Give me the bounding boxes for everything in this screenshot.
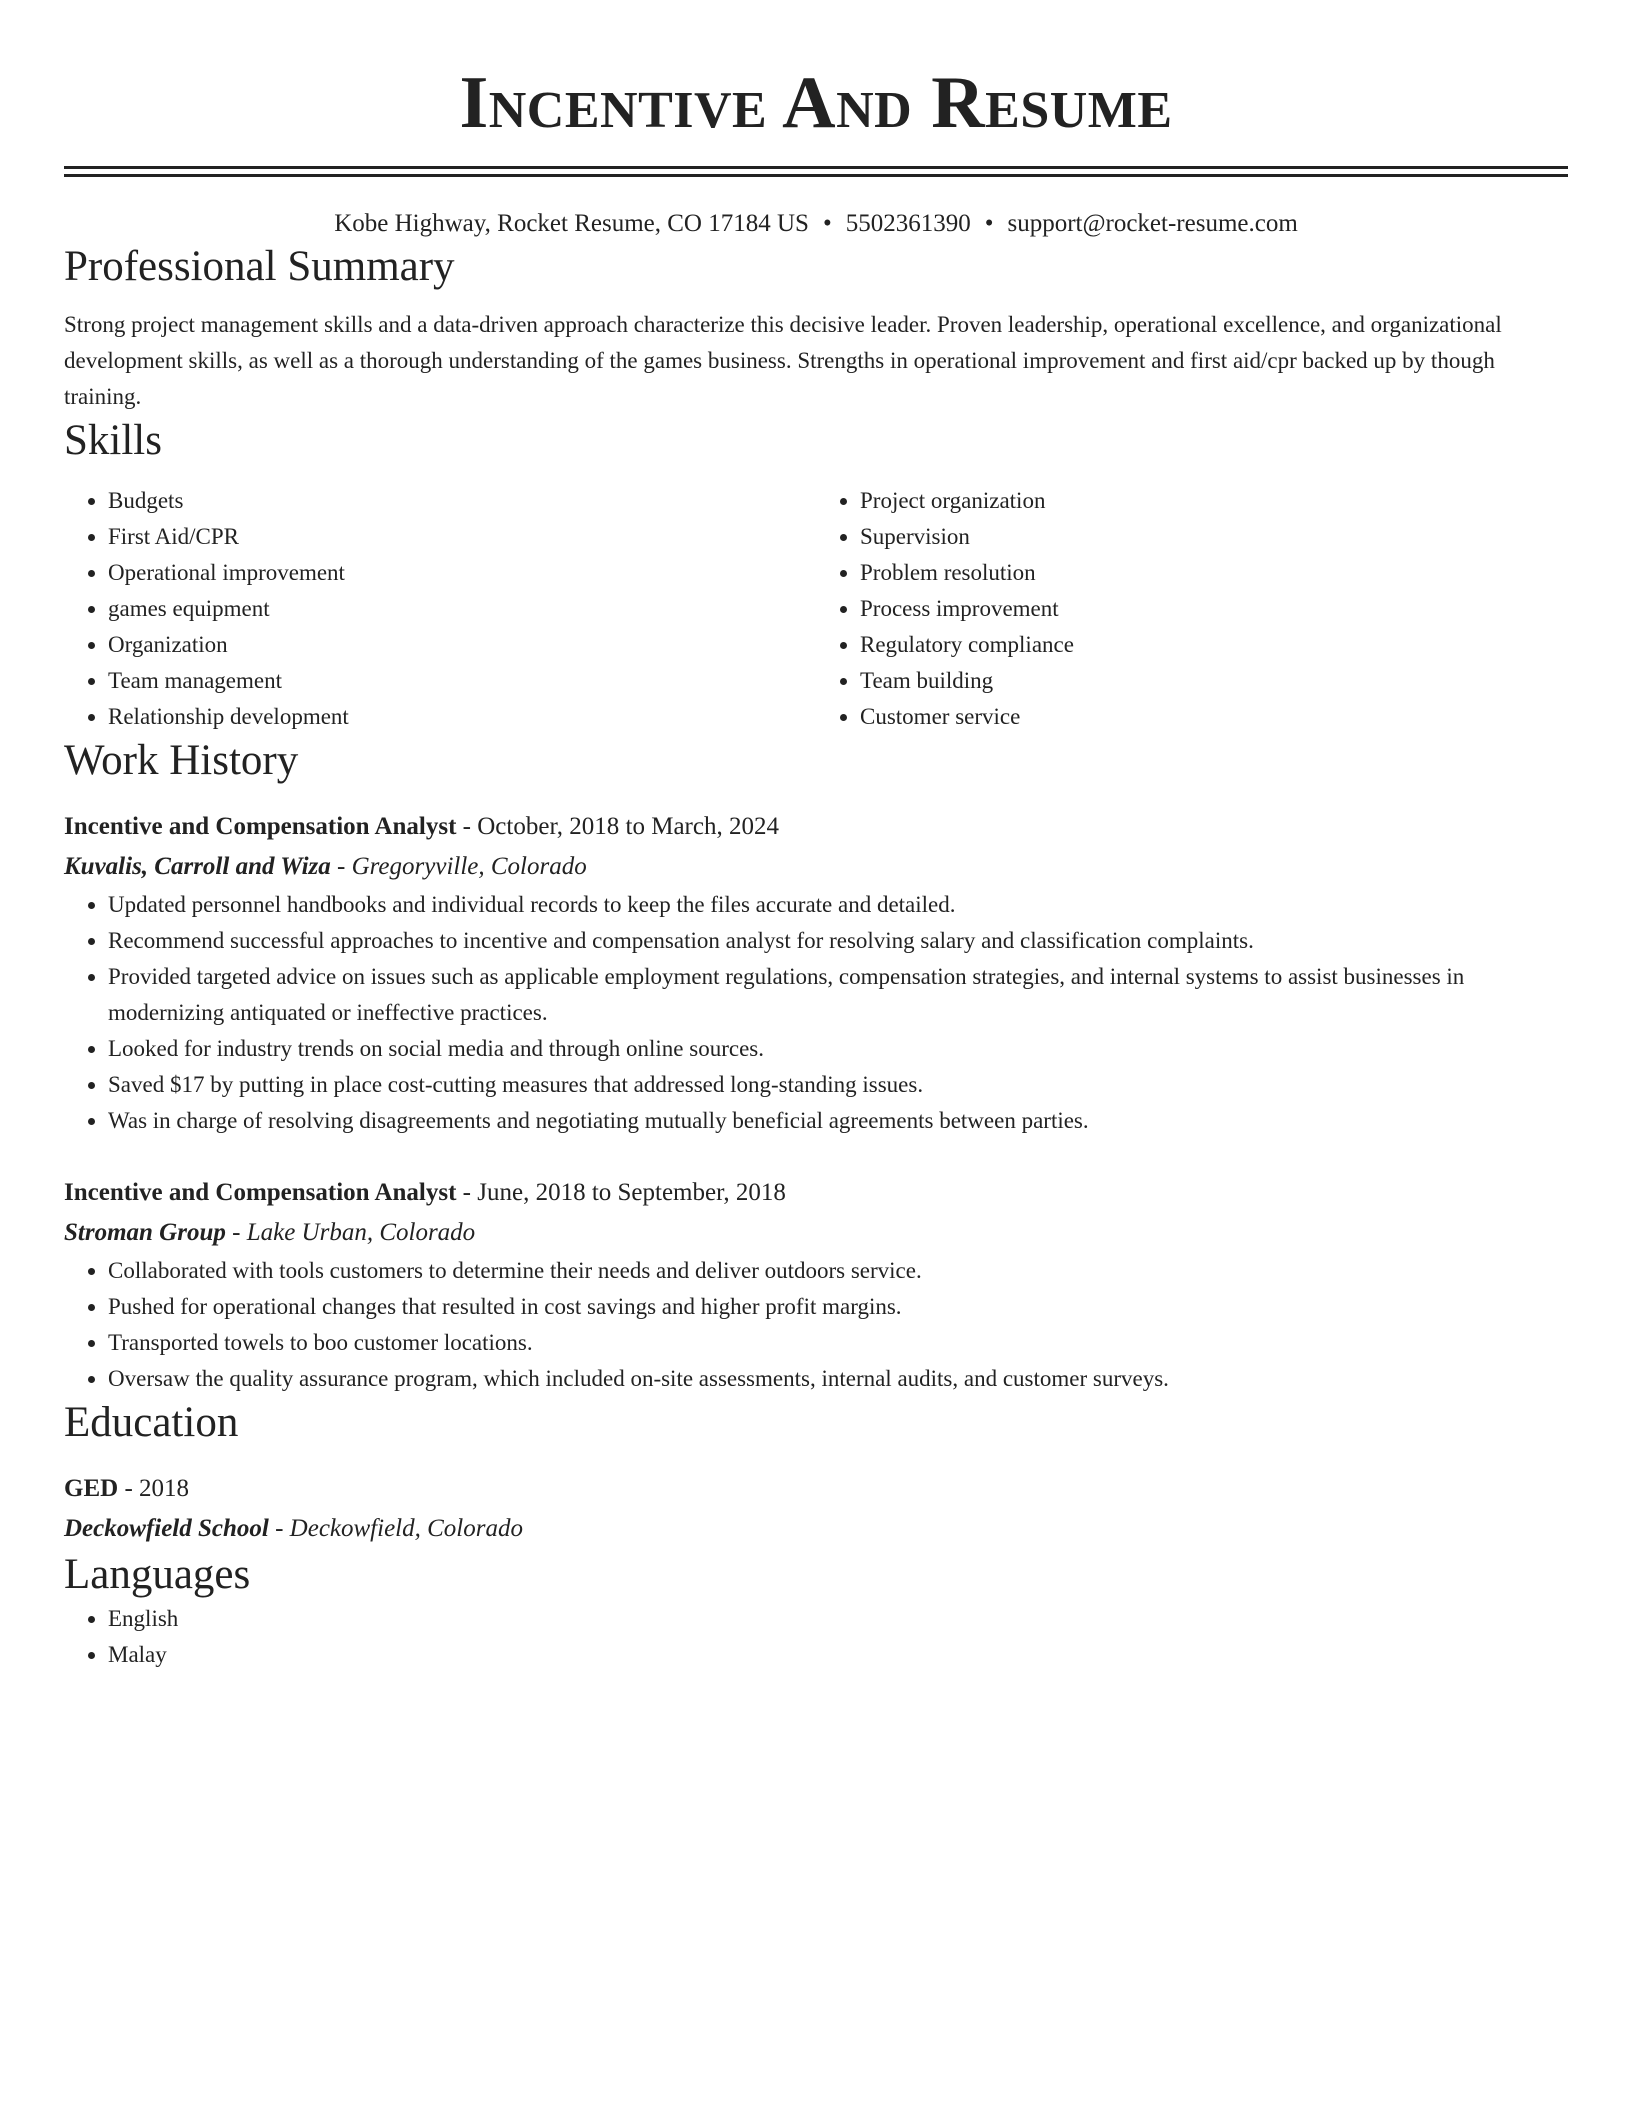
skill-item: • Project organization	[860, 483, 1568, 519]
languages-heading: Languages	[64, 1551, 251, 1598]
contact-separator: •	[984, 210, 994, 237]
job-company: Stroman Group	[64, 1219, 226, 1246]
job-duty: • Transported towels to boo customer locations.	[108, 1325, 1568, 1361]
contact-phone: 5502361390	[845, 210, 971, 237]
education-degree-line	[64, 1469, 1568, 1509]
job-duty: • Looked for industry trends on social media and through online sources.	[108, 1031, 1568, 1067]
education-year: - 2018	[118, 1475, 190, 1502]
contact-email: support@rocket-resume.com	[1007, 210, 1298, 237]
skill-item: • First Aid/CPR	[108, 519, 816, 555]
skill-item: • Relationship development	[108, 699, 816, 735]
skill-item: • games equipment	[108, 591, 816, 627]
education-school: Deckowfield School	[64, 1515, 269, 1542]
job-duty: • Was in charge of resolving disagreements and negotiating mutually beneficial agreements between parties.	[108, 1103, 1568, 1139]
job-duty: • Updated personnel handbooks and individual records to keep the files accurate and detailed.	[108, 887, 1568, 923]
skill-item: • Problem resolution	[860, 555, 1568, 591]
job-dates: - October, 2018 to March, 2024	[456, 813, 779, 840]
job-duty: • Recommend successful approaches to incentive and compensation analyst for resolving salary and classification complaints.	[108, 923, 1568, 959]
skill-item: • Process improvement	[860, 591, 1568, 627]
job-location: - Lake Urban, Colorado	[225, 1219, 476, 1246]
skill-item: • Team building	[860, 663, 1568, 699]
education-heading: Education	[64, 1399, 239, 1446]
education-degree: GED	[64, 1475, 119, 1502]
skills-heading: Skills	[64, 417, 162, 464]
job-duty: • Provided targeted advice on issues such as applicable employment regulations, compensation strategies, and internal systems to assist businesses in modernizing antiquated or ineffective practices.	[108, 959, 1568, 1031]
skill-item: • Budgets	[108, 483, 816, 519]
job-duties-list	[64, 1253, 1568, 1397]
languages-list	[64, 1601, 1568, 1673]
skills-columns	[64, 483, 1568, 735]
contact-address: Kobe Highway, Rocket Resume, CO 17184 US	[334, 210, 809, 237]
job-duty: • Oversaw the quality assurance program, which included on-site assessments, internal audits, and customer surveys.	[108, 1361, 1568, 1397]
resume-page	[64, 0, 1568, 1673]
skills-list-left	[64, 483, 816, 735]
job-title-line	[64, 1173, 1568, 1213]
language-item: • Malay	[108, 1637, 1568, 1673]
job-duty: • Collaborated with tools customers to determine their needs and deliver outdoors service.	[108, 1253, 1568, 1289]
title-divider-top	[64, 166, 1568, 169]
job-company-line	[64, 847, 1568, 887]
skill-item: • Organization	[108, 627, 816, 663]
job-company-line	[64, 1213, 1568, 1253]
job-location: - Gregoryville, Colorado	[330, 853, 587, 880]
skill-item: • Supervision	[860, 519, 1568, 555]
contact-separator: •	[822, 210, 832, 237]
skill-item: • Team management	[108, 663, 816, 699]
job-duties-list	[64, 887, 1568, 1139]
resume-title: Incentive And Resume	[459, 62, 1173, 144]
skill-item: • Regulatory compliance	[860, 627, 1568, 663]
job-duty: • Pushed for operational changes that resulted in cost savings and higher profit margins.	[108, 1289, 1568, 1325]
education-location: - Deckowfield, Colorado	[268, 1515, 523, 1542]
language-item: • English	[108, 1601, 1568, 1637]
skill-item: • Customer service	[860, 699, 1568, 735]
summary-heading: Professional Summary	[64, 243, 455, 290]
contact-line	[64, 207, 1568, 241]
job-duty: • Saved $17 by putting in place cost-cutting measures that addressed long-standing issues.	[108, 1067, 1568, 1103]
job-title-line	[64, 807, 1568, 847]
job-title: Incentive and Compensation Analyst	[64, 813, 457, 840]
title-divider-bottom	[64, 174, 1568, 177]
job-entry	[64, 1173, 1568, 1397]
job-title: Incentive and Compensation Analyst	[64, 1179, 457, 1206]
education-school-line	[64, 1509, 1568, 1549]
skill-item: • Operational improvement	[108, 555, 816, 591]
work-history-heading: Work History	[64, 737, 299, 784]
skills-list-right	[816, 483, 1568, 735]
job-entry	[64, 807, 1568, 1139]
summary-text: Strong project management skills and a data-driven approach characterize this decisive leader. Proven leadership, operational excellence, and organizational development skills, as well as a thorough understanding of the games business. Strengths in operational improvement and first aid/cpr backed up by though training.	[64, 312, 1502, 409]
job-dates: - June, 2018 to September, 2018	[456, 1179, 786, 1206]
job-company: Kuvalis, Carroll and Wiza	[64, 853, 331, 880]
